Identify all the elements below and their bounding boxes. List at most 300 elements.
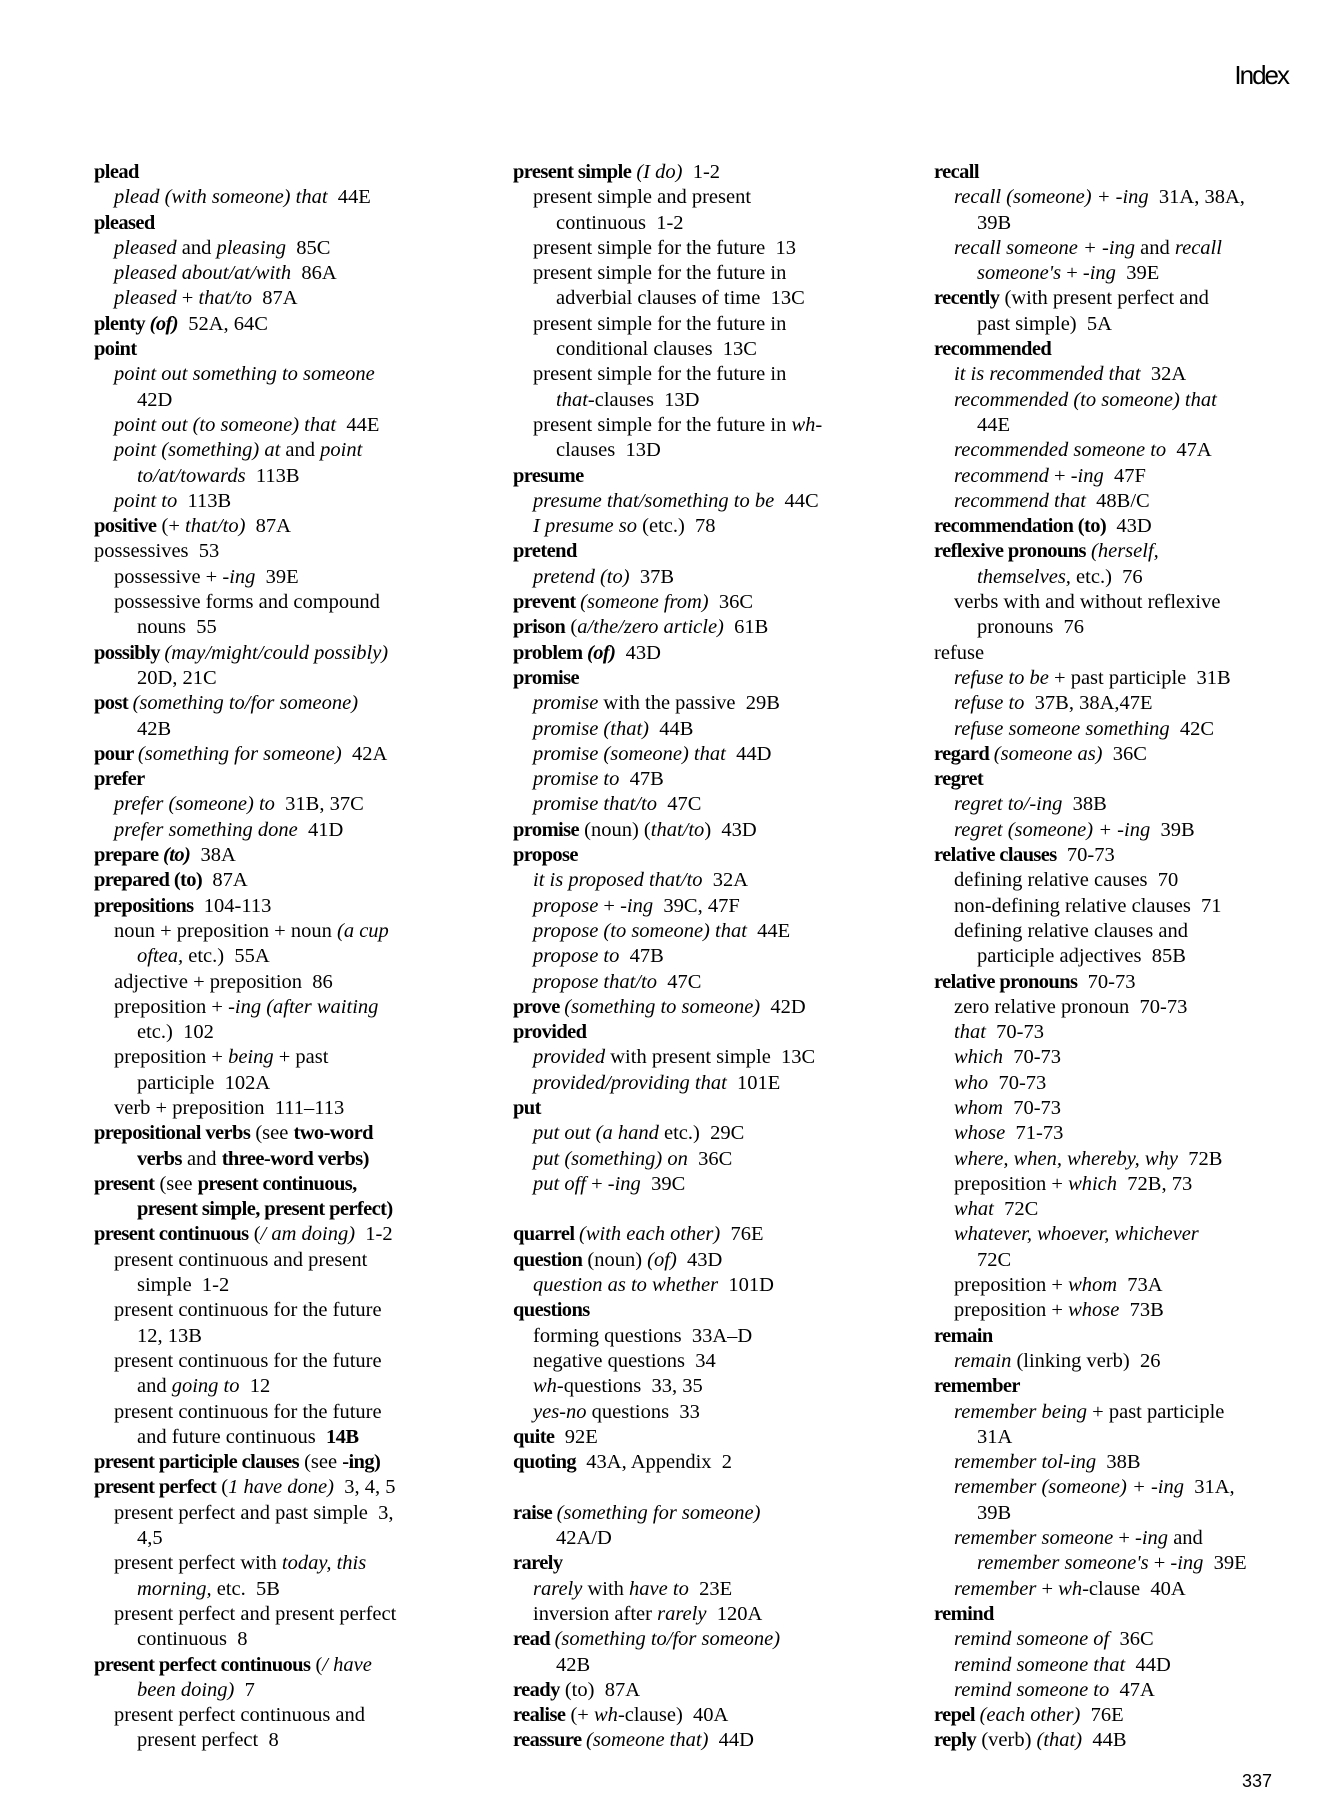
index-text: 39E	[1203, 1552, 1247, 1575]
index-text: with	[582, 1577, 630, 1600]
index-headword-line	[513, 1450, 893, 1475]
index-italic-text: recommended someone to	[954, 439, 1167, 462]
index-text: 32A	[702, 869, 749, 892]
index-subentry-line	[513, 236, 893, 261]
index-text: (etc.) 78	[637, 515, 716, 538]
index-subentry-line	[513, 413, 893, 438]
index-subentry-line	[513, 970, 893, 995]
index-subentry-line	[94, 792, 464, 817]
index-italic-text: remind someone that	[954, 1653, 1126, 1676]
index-subentry-line	[94, 1324, 464, 1349]
index-text: 37B, 38A,47E	[1024, 692, 1153, 715]
index-subentry-line	[934, 211, 1304, 236]
index-term: remain	[934, 1324, 993, 1347]
index-term: promise	[513, 666, 580, 689]
index-italic-text: provided	[533, 1046, 606, 1069]
index-italic-text: recall someone + -ing	[954, 236, 1136, 259]
index-subentry-line	[513, 717, 893, 742]
index-italic-text: that	[954, 1021, 986, 1044]
index-headword-line	[94, 641, 464, 666]
index-text: 87A	[251, 287, 298, 310]
index-subentry-line	[94, 615, 464, 640]
index-text: continuous 8	[137, 1628, 248, 1651]
index-subentry-line	[934, 413, 1304, 438]
index-text: 47B	[619, 768, 664, 791]
index-text: present continuous and present	[114, 1248, 368, 1271]
index-term: problem	[513, 641, 587, 664]
index-subentry-line	[934, 388, 1304, 413]
index-headword-line	[513, 1678, 893, 1703]
index-term: prove	[513, 995, 565, 1018]
index-text: 101E	[726, 1071, 781, 1094]
index-subentry-line	[934, 666, 1304, 691]
index-subentry-line	[513, 1577, 893, 1602]
index-headword-line	[94, 1172, 464, 1197]
index-italic-text: plead (with someone) that	[114, 186, 328, 209]
index-term: quarrel	[513, 1223, 579, 1246]
index-text: 76E	[1080, 1704, 1124, 1727]
index-headword-line	[513, 641, 893, 666]
index-term: present simple, present perfect)	[137, 1198, 393, 1221]
index-subentry-line	[94, 1273, 464, 1298]
index-subentry-line	[94, 1400, 464, 1425]
index-subentry-line	[934, 1475, 1304, 1500]
index-term: possibly	[94, 641, 165, 664]
index-text: 70-73	[988, 1071, 1047, 1094]
index-term: promise	[513, 818, 580, 841]
index-headword-line	[934, 1602, 1304, 1627]
index-column-3	[934, 160, 1304, 1754]
index-text: +	[1061, 262, 1083, 285]
index-term: -ing)	[342, 1451, 381, 1474]
index-term: present perfect	[94, 1476, 217, 1499]
index-subentry-line	[513, 565, 893, 590]
index-text: 39B	[977, 211, 1012, 234]
index-italic-text: themselves,	[977, 565, 1071, 588]
index-term: prefer	[94, 768, 145, 791]
index-text: 87A	[245, 515, 291, 538]
index-text: inversion after	[533, 1602, 658, 1625]
index-subentry-line	[934, 1526, 1304, 1551]
index-italic-text: / am doing)	[260, 1223, 356, 1246]
index-subentry-line	[513, 1147, 893, 1172]
index-headword-line	[513, 1425, 893, 1450]
index-subentry-line	[94, 970, 464, 995]
index-italic-text: recommend that	[954, 489, 1086, 512]
index-text: 76E	[720, 1223, 764, 1246]
index-subentry-line	[94, 1374, 464, 1399]
index-headword-line	[934, 843, 1304, 868]
index-text: preposition +	[954, 1299, 1069, 1322]
index-text: 47A	[1166, 439, 1212, 462]
index-headword-line	[934, 641, 1304, 666]
index-subentry-line	[934, 1121, 1304, 1146]
index-term: propose	[513, 844, 578, 867]
index-italic-text: (something to/for someone)	[132, 692, 359, 715]
index-text: 42A/D	[556, 1527, 612, 1550]
index-text: + past	[273, 1046, 329, 1069]
index-italic-text: have to	[629, 1577, 689, 1600]
index-text: 87A	[202, 869, 248, 892]
index-italic-text: propose	[533, 894, 599, 917]
index-text: 44C	[774, 489, 819, 512]
index-term: relative pronouns	[934, 970, 1078, 993]
index-text: pronouns 76	[977, 616, 1085, 639]
index-italic-text: pleased about/at/with	[114, 262, 292, 285]
index-italic-text: (each other)	[979, 1704, 1081, 1727]
index-term: repel	[934, 1704, 980, 1727]
index-italic-text: whose	[1068, 1299, 1120, 1322]
index-italic-text: yes-no	[533, 1400, 587, 1423]
index-italic-text: point out something to someone	[114, 363, 375, 386]
index-italic-text: I presume so	[533, 515, 638, 538]
index-term: quoting	[513, 1451, 577, 1474]
index-text: adverbial clauses of time 13C	[556, 287, 805, 310]
index-text: (	[565, 616, 578, 639]
index-italic-text: (someone as)	[993, 742, 1103, 765]
index-italic-text: morning,	[137, 1577, 212, 1600]
index-headword-line	[513, 1020, 893, 1045]
index-headword-line	[94, 211, 464, 236]
index-text: 72B	[1177, 1147, 1223, 1170]
index-term: prepare	[94, 844, 164, 867]
index-text: 44E	[977, 413, 1011, 436]
index-text: possessive forms and compound	[114, 591, 380, 614]
index-subentry-line	[94, 286, 464, 311]
index-headword-line	[934, 514, 1304, 539]
index-text: 39E	[1115, 262, 1160, 285]
index-subentry-line	[934, 792, 1304, 817]
index-italic-text: pleased	[114, 236, 177, 259]
index-subentry-line	[513, 185, 893, 210]
index-term: prepositions	[94, 894, 194, 917]
index-text: defining relative causes 70	[954, 869, 1179, 892]
index-text: present simple for the future in	[533, 413, 792, 436]
index-italic-text: remember (someone) + -ing	[954, 1476, 1184, 1499]
index-text: 44D	[708, 1729, 754, 1752]
index-term: questions	[513, 1299, 590, 1322]
index-subentry-line	[934, 362, 1304, 387]
index-italic-text: remember tol-ing	[954, 1451, 1097, 1474]
index-term: 14B	[326, 1425, 359, 1448]
index-text: +	[176, 287, 199, 310]
index-text: noun + preposition + noun	[114, 919, 337, 942]
index-subentry-line	[513, 489, 893, 514]
index-text: present perfect continuous and	[114, 1704, 366, 1727]
index-text: simple 1-2	[137, 1274, 230, 1297]
index-text: 39C	[640, 1172, 686, 1195]
index-text: 72C	[977, 1248, 1012, 1271]
index-italic-text: propose (to someone) that	[533, 919, 747, 942]
index-headword-line	[513, 590, 893, 615]
index-italic-text: regret (someone) + -ing	[954, 818, 1151, 841]
index-spacer	[513, 1197, 893, 1222]
index-term: reassure	[513, 1729, 586, 1752]
index-italic-text: that/to	[650, 818, 705, 841]
index-text: 31A, 38A,	[1148, 186, 1245, 209]
index-term: remember	[934, 1375, 1020, 1398]
index-subentry-line	[94, 590, 464, 615]
index-text: 44E	[336, 413, 380, 436]
index-text: 71-73	[1005, 1122, 1064, 1145]
index-subentry-line	[94, 413, 464, 438]
index-text: -clause 40A	[1082, 1577, 1186, 1600]
index-text: 12	[239, 1375, 271, 1398]
index-italic-text: put out (a hand	[533, 1122, 659, 1145]
index-subentry-line	[934, 1400, 1304, 1425]
index-text: continuous 1-2	[556, 211, 684, 234]
index-term: read	[513, 1628, 555, 1651]
index-text: 113B	[245, 464, 300, 487]
index-text: 39C, 47F	[653, 894, 740, 917]
index-italic-text: presume that/something to be	[533, 489, 775, 512]
index-headword-line	[94, 1450, 464, 1475]
index-subentry-line	[513, 1045, 893, 1070]
index-headword-line	[94, 514, 464, 539]
index-headword-line	[94, 160, 464, 185]
index-subentry-line	[934, 818, 1304, 843]
index-text: possessive +	[114, 565, 223, 588]
index-italic-text: promise (that)	[533, 717, 649, 740]
index-text: etc.) 102	[137, 1021, 214, 1044]
index-text: 48B/C	[1085, 489, 1150, 512]
index-subentry-line	[934, 464, 1304, 489]
index-italic-text: refuse to	[954, 692, 1025, 715]
index-text: (noun) (	[579, 818, 651, 841]
index-text: present simple and present	[533, 186, 752, 209]
index-text: present simple for the future in	[533, 262, 787, 285]
index-subentry-line	[934, 489, 1304, 514]
index-subentry-line	[934, 236, 1304, 261]
index-text: participle 102A	[137, 1071, 271, 1094]
index-term: pleased	[94, 211, 155, 234]
index-text: (+	[156, 515, 186, 538]
index-italic-text: it is proposed that/to	[533, 869, 703, 892]
index-italic-text: to/at/towards	[137, 464, 246, 487]
index-subentry-line	[94, 1020, 464, 1045]
index-subentry-line	[94, 1577, 464, 1602]
index-italic-text: point	[320, 439, 363, 462]
index-headword-line	[513, 1096, 893, 1121]
index-italic-text: remain	[954, 1349, 1012, 1372]
index-italic-text: remind someone of	[954, 1628, 1110, 1651]
index-subentry-line	[934, 1071, 1304, 1096]
index-italic-text: whom	[1068, 1274, 1118, 1297]
index-subentry-line	[934, 1450, 1304, 1475]
index-subentry-line	[94, 1602, 464, 1627]
index-text: (	[216, 1476, 229, 1499]
index-subentry-line	[94, 1627, 464, 1652]
index-headword-line	[513, 464, 893, 489]
index-text: (see	[298, 1451, 343, 1474]
index-italic-text: recall (someone) + -ing	[954, 186, 1149, 209]
index-italic-text: that/to	[198, 287, 252, 310]
index-text: nouns 55	[137, 616, 217, 639]
index-text: 44D	[725, 742, 772, 765]
index-subentry-line	[94, 565, 464, 590]
index-text: (+	[565, 1704, 594, 1727]
index-italic-text: (someone that)	[586, 1729, 709, 1752]
index-italic-text: what	[954, 1198, 994, 1221]
index-subentry-line	[934, 1248, 1304, 1273]
index-text: questions 33	[586, 1400, 700, 1423]
index-text: verb + preposition 111–113	[114, 1096, 345, 1119]
index-text: preposition +	[114, 1046, 229, 1069]
index-subentry-line	[934, 1501, 1304, 1526]
index-subentry-line	[934, 185, 1304, 210]
index-text: 47B	[619, 945, 664, 968]
index-italic-text: point (something) at	[114, 439, 281, 462]
index-text: 23E	[688, 1577, 733, 1600]
index-subentry-line	[934, 1273, 1304, 1298]
index-headword-line	[94, 894, 464, 919]
index-italic-text: that	[556, 388, 588, 411]
index-italic-text: (may/might/could possibly)	[164, 641, 389, 664]
index-italic-text: point out (to someone) that	[114, 413, 337, 436]
index-text: 1-2	[355, 1223, 393, 1246]
index-subentry-line	[513, 1602, 893, 1627]
index-subentry-line	[513, 742, 893, 767]
index-italic-text: remember someone	[954, 1527, 1114, 1550]
index-term: relative clauses	[934, 844, 1057, 867]
index-term: quite	[513, 1425, 555, 1448]
index-text: 104-113	[193, 894, 272, 917]
index-italic-text: (a cup	[337, 919, 389, 942]
index-italic-text: remember	[954, 1577, 1037, 1600]
index-headword-line	[513, 1222, 893, 1247]
index-italic-text: been doing)	[137, 1678, 235, 1701]
index-text: 47C	[656, 970, 702, 993]
index-text: refuse	[934, 641, 985, 664]
index-term: prepositional verbs	[94, 1122, 251, 1145]
index-subentry-line	[513, 1400, 893, 1425]
index-text: +	[1048, 464, 1071, 487]
index-subentry-line	[94, 1147, 464, 1172]
index-headword-line	[934, 970, 1304, 995]
index-text: 61B	[723, 616, 769, 639]
index-subentry-line	[513, 1526, 893, 1551]
index-subentry-line	[94, 1678, 464, 1703]
index-term: reply	[934, 1729, 977, 1752]
index-term: present continuous	[94, 1223, 249, 1246]
index-term: positive	[94, 515, 157, 538]
index-subentry-line	[513, 894, 893, 919]
index-headword-line	[94, 691, 464, 716]
index-text: (linking verb) 26	[1011, 1349, 1161, 1372]
index-subentry-line	[934, 1020, 1304, 1045]
index-term: question	[513, 1248, 583, 1271]
index-text: 52A, 64C	[177, 312, 268, 335]
index-term: present continuous,	[197, 1172, 357, 1195]
index-subentry-line	[934, 1172, 1304, 1197]
index-text: 70-73	[1056, 844, 1115, 867]
index-subentry-line	[94, 944, 464, 969]
index-italic-text: oftea,	[137, 945, 184, 968]
index-text: 37B	[629, 565, 675, 588]
index-subentry-line	[934, 894, 1304, 919]
index-text: 39B	[1150, 818, 1195, 841]
index-text: defining relative clauses and	[954, 919, 1188, 942]
index-subentry-line	[513, 337, 893, 362]
index-text: (see	[154, 1172, 198, 1195]
index-italic-text: someone's	[977, 262, 1062, 285]
index-headword-line	[94, 539, 464, 564]
index-term: presume	[513, 464, 584, 487]
index-text: 3, 4, 5	[333, 1476, 396, 1499]
index-term: present	[94, 1172, 155, 1195]
index-subentry-line	[934, 868, 1304, 893]
index-text: etc.) 55A	[183, 945, 270, 968]
index-term: present perfect continuous	[94, 1653, 311, 1676]
index-italic-text: -ing	[1082, 262, 1116, 285]
index-headword-line	[513, 995, 893, 1020]
index-italic-text: it is recommended that	[954, 363, 1141, 386]
index-text: 44D	[1125, 1653, 1171, 1676]
index-headword-line	[934, 767, 1304, 792]
index-subentry-line	[94, 1096, 464, 1121]
index-term: recommendation (to)	[934, 515, 1107, 538]
index-italic-text: whom	[954, 1096, 1003, 1119]
index-term: raise	[513, 1501, 557, 1524]
index-text: -clauses 13D	[587, 388, 700, 411]
index-subentry-line	[934, 1551, 1304, 1576]
index-subentry-line	[513, 362, 893, 387]
index-subentry-line	[94, 388, 464, 413]
index-italic-text: which	[954, 1046, 1003, 1069]
index-subentry-line	[94, 1349, 464, 1374]
index-text: 38B	[1096, 1451, 1141, 1474]
index-subentry-line	[513, 1071, 893, 1096]
index-subentry-line	[513, 1172, 893, 1197]
index-italic-text: remember someone's	[977, 1552, 1149, 1575]
index-subentry-line	[94, 362, 464, 387]
index-text: 73A	[1117, 1274, 1163, 1297]
index-italic-text: promise	[533, 692, 599, 715]
index-italic-text: rarely	[657, 1602, 707, 1625]
index-text: and	[1168, 1527, 1203, 1550]
index-italic-text: prefer something done	[114, 818, 298, 841]
index-subentry-line	[513, 286, 893, 311]
index-subentry-line	[934, 1222, 1304, 1247]
index-italic-text: a/the/zero article)	[577, 616, 724, 639]
index-italic-text: which	[1068, 1172, 1118, 1195]
index-text: 42B	[556, 1653, 591, 1676]
index-text: and	[1135, 236, 1175, 259]
index-text: present continuous for the future	[114, 1349, 382, 1372]
index-italic-text: put (something) on	[533, 1147, 688, 1170]
index-italic-text: (that)	[1036, 1729, 1083, 1752]
index-term: pretend	[513, 540, 577, 563]
index-column-2	[513, 160, 893, 1754]
index-subentry-line	[94, 1071, 464, 1096]
index-subentry-line	[934, 1045, 1304, 1070]
index-text: 41D	[297, 818, 344, 841]
index-italic-text: wh-	[791, 413, 823, 436]
index-italic-text: who	[954, 1071, 989, 1094]
index-subentry-line	[934, 261, 1304, 286]
index-text: + past participle	[1087, 1400, 1225, 1423]
index-headword-line	[94, 312, 464, 337]
index-subentry-line	[934, 995, 1304, 1020]
index-subentry-line	[513, 388, 893, 413]
index-text: present perfect and past simple 3,	[114, 1501, 394, 1524]
index-term: put	[513, 1096, 541, 1119]
index-subentry-line	[94, 1526, 464, 1551]
page-number: 337	[1241, 1771, 1272, 1791]
index-text: and	[280, 439, 321, 462]
index-italic-text: propose that/to	[533, 970, 657, 993]
index-italic-text: (with each other)	[579, 1223, 721, 1246]
